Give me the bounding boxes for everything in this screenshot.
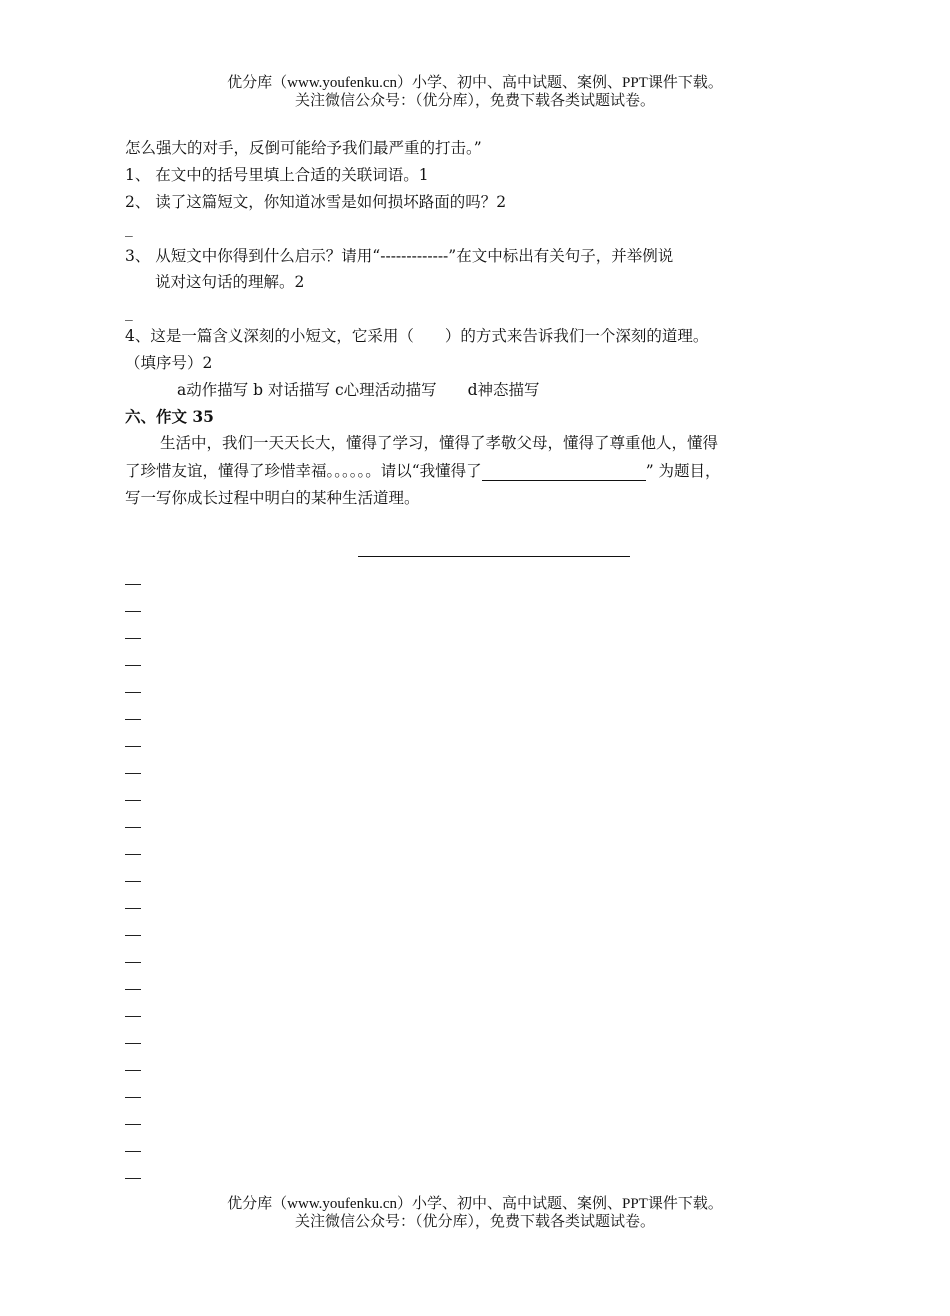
writing-line [125, 1043, 141, 1044]
header-line-2: 关注微信公众号：（优分库），免费下载各类试题试卷。 [294, 93, 655, 109]
writing-line [125, 908, 141, 909]
essay-title-line [358, 556, 630, 557]
essay-prompt-line-2-end: ” 为题目， [645, 462, 721, 480]
writing-line [125, 746, 141, 747]
question-3-line-2: 说对这句话的理解。2 [155, 273, 305, 291]
question-3-blank: _ [125, 303, 133, 321]
writing-line [125, 638, 141, 639]
writing-line [125, 935, 141, 936]
essay-prompt-line-1: 生活中，我们一天天长大，懂得了学习，懂得了孝敬父母，懂得了尊重他人，懂得 [160, 434, 719, 452]
writing-line [125, 827, 141, 828]
header-line-1: 优分库（www.youfenku.cn）小学、初中、高中试题、案例、PPT课件下载。 [227, 75, 723, 91]
question-2-blank: _ [125, 219, 133, 237]
section-6-heading: 六、作文 35 [125, 407, 214, 426]
writing-line [125, 692, 141, 693]
writing-line [125, 1016, 141, 1017]
writing-line [125, 881, 141, 882]
writing-line [125, 665, 141, 666]
writing-line [125, 611, 141, 612]
question-2: 2、 读了这篇短文，你知道冰雪是如何损坏路面的吗？2 [125, 193, 507, 211]
writing-line [125, 854, 141, 855]
writing-line [125, 962, 141, 963]
essay-prompt-line-2-start: 了珍惜友谊，懂得了珍惜幸福。。。。。。请以“我懂得了 [125, 462, 482, 480]
essay-title-blank [482, 464, 646, 481]
question-4-line-1: 4、这是一篇含义深刻的小短文，它采用（ ）的方式来告诉我们一个深刻的道理。 [125, 327, 709, 345]
writing-line [125, 1178, 141, 1179]
footer-line-1: 优分库（www.youfenku.cn）小学、初中、高中试题、案例、PPT课件下载。 [227, 1196, 723, 1212]
writing-line [125, 1097, 141, 1098]
writing-line [125, 1070, 141, 1071]
essay-prompt-line-2 [125, 461, 721, 481]
writing-line [125, 773, 141, 774]
question-1: 1、 在文中的括号里填上合适的关联词语。1 [125, 166, 429, 184]
question-3-line-1: 3、 从短文中你得到什么启示？请用“-------------”在文中标出有关句子，并举例说 [125, 247, 674, 265]
writing-line [125, 989, 141, 990]
essay-prompt-line-3: 写一写你成长过程中明白的某种生活道理。 [125, 489, 420, 507]
writing-line [125, 584, 141, 585]
writing-line [125, 1151, 141, 1152]
question-4-options: a动作描写 b 对话描写 c心理活动描写 d神态描写 [177, 381, 540, 399]
footer-line-2: 关注微信公众号：（优分库），免费下载各类试题试卷。 [294, 1214, 655, 1230]
writing-line [125, 719, 141, 720]
passage-end: 怎么强大的对手，反倒可能给予我们最严重的打击。” [125, 139, 482, 157]
writing-line [125, 1124, 141, 1125]
writing-line [125, 800, 141, 801]
question-4-line-2: （填序号）2 [125, 354, 213, 372]
